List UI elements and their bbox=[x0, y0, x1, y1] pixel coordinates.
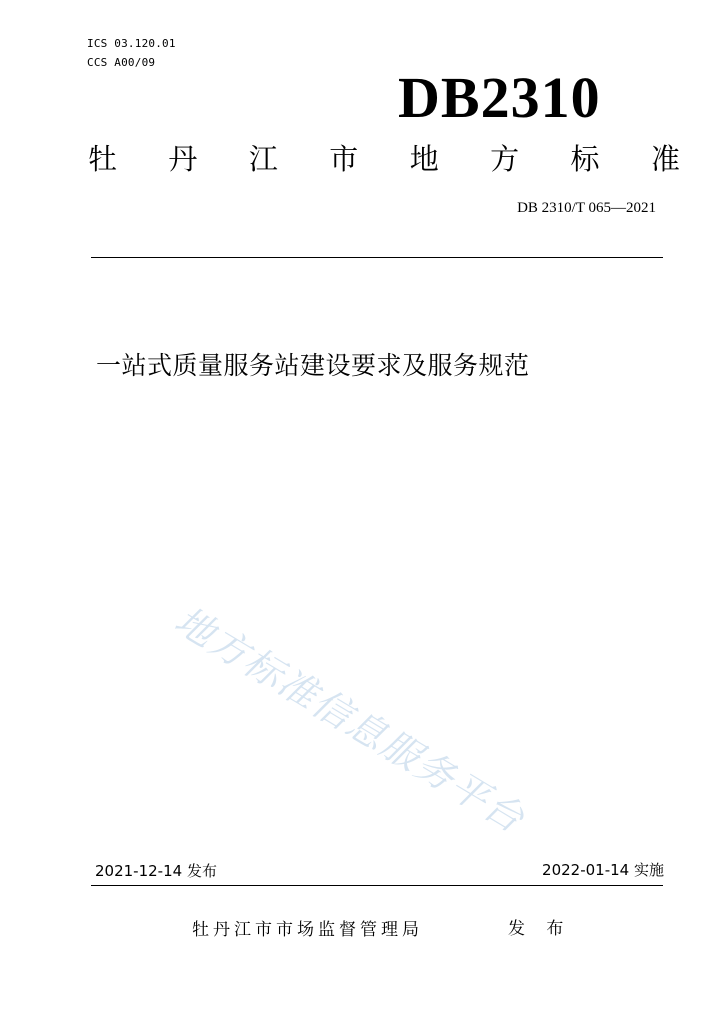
publisher-name: 牡丹江市市场监督管理局 bbox=[192, 920, 423, 940]
document-title: 一站式质量服务站建设要求及服务规范 bbox=[96, 351, 530, 380]
org-char: 准 bbox=[650, 142, 680, 176]
org-char: 市 bbox=[329, 142, 359, 176]
org-char: 地 bbox=[409, 142, 439, 176]
ics-code: ICS 03.120.01 bbox=[87, 37, 176, 50]
standard-code-large: DB2310 bbox=[398, 65, 601, 130]
org-char: 牡 bbox=[88, 142, 118, 176]
ccs-code: CCS A00/09 bbox=[87, 56, 156, 69]
footer-divider bbox=[91, 885, 663, 886]
org-char: 标 bbox=[570, 142, 600, 176]
publish-label: 发 布 bbox=[508, 919, 572, 939]
org-char: 方 bbox=[490, 142, 520, 176]
org-char: 江 bbox=[248, 142, 278, 176]
issue-date: 2021-12-14 发布 bbox=[95, 862, 217, 880]
standard-org-heading bbox=[88, 142, 680, 176]
watermark: 地方标准信息服务平台 bbox=[167, 598, 533, 842]
header-divider bbox=[91, 257, 663, 258]
standard-number: DB 2310/T 065—2021 bbox=[517, 200, 656, 216]
org-char: 丹 bbox=[168, 142, 198, 176]
implementation-date: 2022-01-14 实施 bbox=[542, 861, 664, 879]
